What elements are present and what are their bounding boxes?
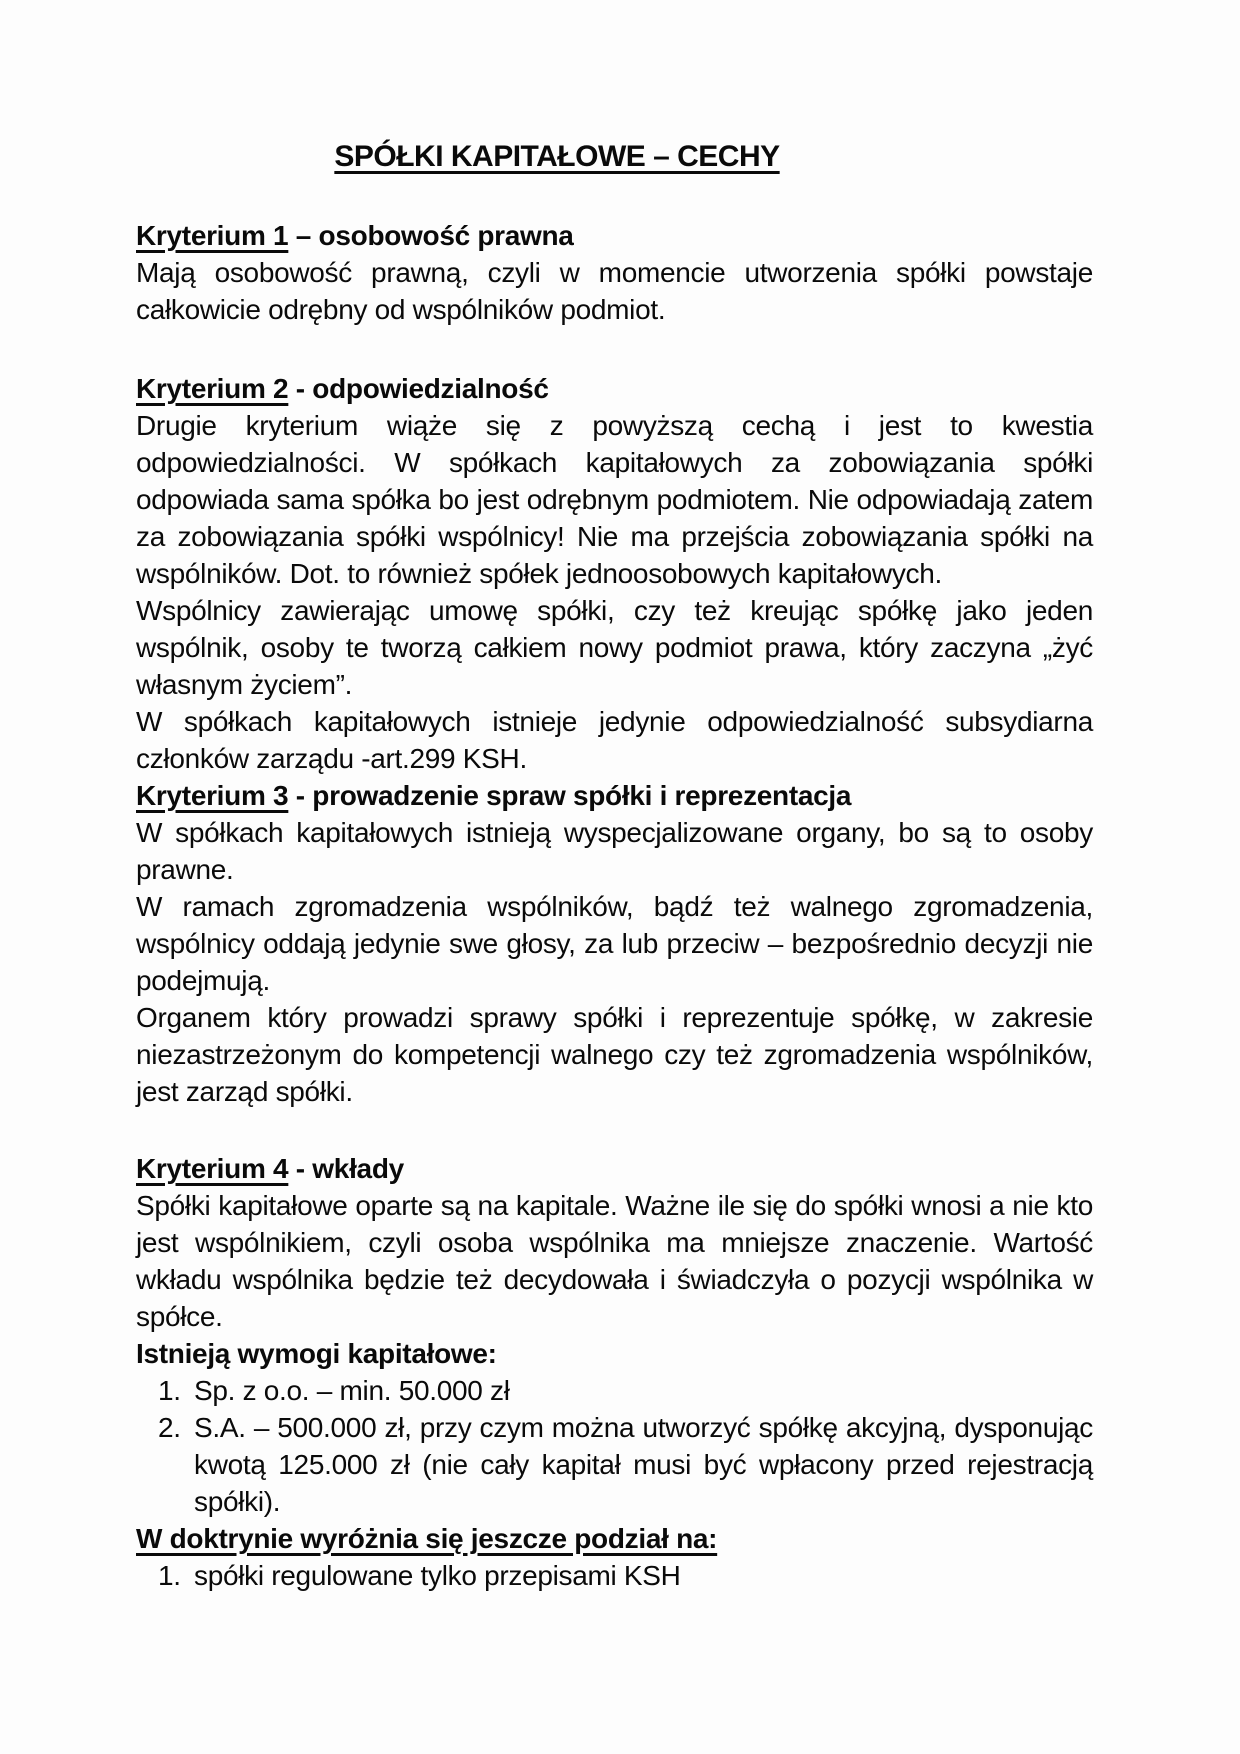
heading-text-doktryna: W doktrynie wyróżnia się jeszcze podział na: bbox=[136, 1523, 718, 1554]
list-item-number: 1. bbox=[158, 1375, 181, 1406]
list-item-text: S.A. – 500.000 zł, przy czym można utworzyć spółkę akcyjną, dysponując kwotą 125.000 zł (nie cały kapitał musi być wpłacony przed rejestracją spółki). bbox=[194, 1412, 1093, 1517]
list-item-sa bbox=[158, 1409, 1093, 1520]
paragraph-kryterium-3-b: W ramach zgromadzenia wspólników, bądź też walnego zgromadzenia, wspólnicy oddają jedynie swe głosy, za lub przeciw – bezpośrednio decyzji nie podejmują. bbox=[136, 891, 1093, 996]
heading-number-kryterium-3: Kryterium 3 bbox=[136, 780, 289, 811]
heading-text-kryterium-3: - prowadzenie spraw spółki i reprezentacja bbox=[288, 780, 852, 811]
list-item-text: spółki regulowane tylko przepisami KSH bbox=[194, 1560, 681, 1591]
paragraph-kryterium-1: Mają osobowość prawną, czyli w momencie utworzenia spółki powstaje całkowicie odrębny od wspólników podmiot. bbox=[136, 257, 1093, 325]
list-item-spolki-ksh bbox=[158, 1557, 1093, 1594]
list-item-text: Sp. z o.o. – min. 50.000 zł bbox=[194, 1375, 510, 1406]
section-heading-kryterium-1 bbox=[136, 217, 1093, 254]
spacer bbox=[136, 328, 1093, 370]
section-heading-kryterium-4 bbox=[136, 1150, 1093, 1187]
spacer bbox=[136, 1110, 1093, 1150]
paragraph-kryterium-4-a: Spółki kapitałowe oparte są na kapitale. Ważne ile się do spółki wnosi a nie kto jest wspólnikiem, czyli osoba wspólnika ma mniejsze znaczenie. Wartość wkładu wspólnika będzie też decydowała i świadczyła o pozycji wspólnika w spółce. bbox=[136, 1190, 1093, 1332]
list-item-number: 1. bbox=[158, 1560, 181, 1591]
heading-text-kryterium-2: - odpowiedzialność bbox=[288, 373, 549, 404]
paragraph-kryterium-2-c: W spółkach kapitałowych istnieje jedynie odpowiedzialność subsydiarna członków zarządu -art.299 KSH. bbox=[136, 706, 1093, 774]
paragraph-kryterium-2-a: Drugie kryterium wiąże się z powyższą cechą i jest to kwestia odpowiedzialności. W spółkach kapitałowych za zobowiązania spółki odpowiada sama spółka bo jest odrębnym podmiotem. Nie odpowiadają zatem za zobowiązania spółki wspólnicy! Nie ma przejścia zobowiązania spółki na wspólników. Dot. to również spółek jednoosobowych kapitałowych. bbox=[136, 410, 1093, 589]
paragraph-kryterium-3-c: Organem który prowadzi sprawy spółki i reprezentuje spółkę, w zakresie niezastrzeżonym do kompetencji walnego czy też zgromadzenia wspólników, jest zarząd spółki. bbox=[136, 1002, 1093, 1107]
document-title-text: SPÓŁKI KAPITAŁOWE – CECHY bbox=[334, 140, 780, 173]
document-title bbox=[136, 138, 1093, 175]
list-item-number: 2. bbox=[158, 1412, 181, 1443]
section-heading-doktryna bbox=[136, 1520, 1093, 1557]
section-heading-kryterium-2 bbox=[136, 370, 1093, 407]
heading-text-kryterium-4: - wkłady bbox=[288, 1153, 404, 1184]
heading-number-kryterium-2: Kryterium 2 bbox=[136, 373, 289, 404]
heading-number-kryterium-4: Kryterium 4 bbox=[136, 1153, 289, 1184]
section-heading-kryterium-3 bbox=[136, 777, 1093, 814]
paragraph-kryterium-2-b: Wspólnicy zawierając umowę spółki, czy też kreując spółkę jako jeden wspólnik, osoby te tworzą całkiem nowy podmiot prawa, który zaczyna „żyć własnym życiem”. bbox=[136, 595, 1093, 700]
paragraph-kryterium-3-a: W spółkach kapitałowych istnieją wyspecjalizowane organy, bo są to osoby prawne. bbox=[136, 817, 1093, 885]
list-item-sp-z-oo bbox=[158, 1372, 1093, 1409]
subheading-wymogi-kapitalowe: Istnieją wymogi kapitałowe: bbox=[136, 1338, 497, 1369]
heading-text-kryterium-1: – osobowość prawna bbox=[288, 220, 574, 251]
heading-number-kryterium-1: Kryterium 1 bbox=[136, 220, 289, 251]
